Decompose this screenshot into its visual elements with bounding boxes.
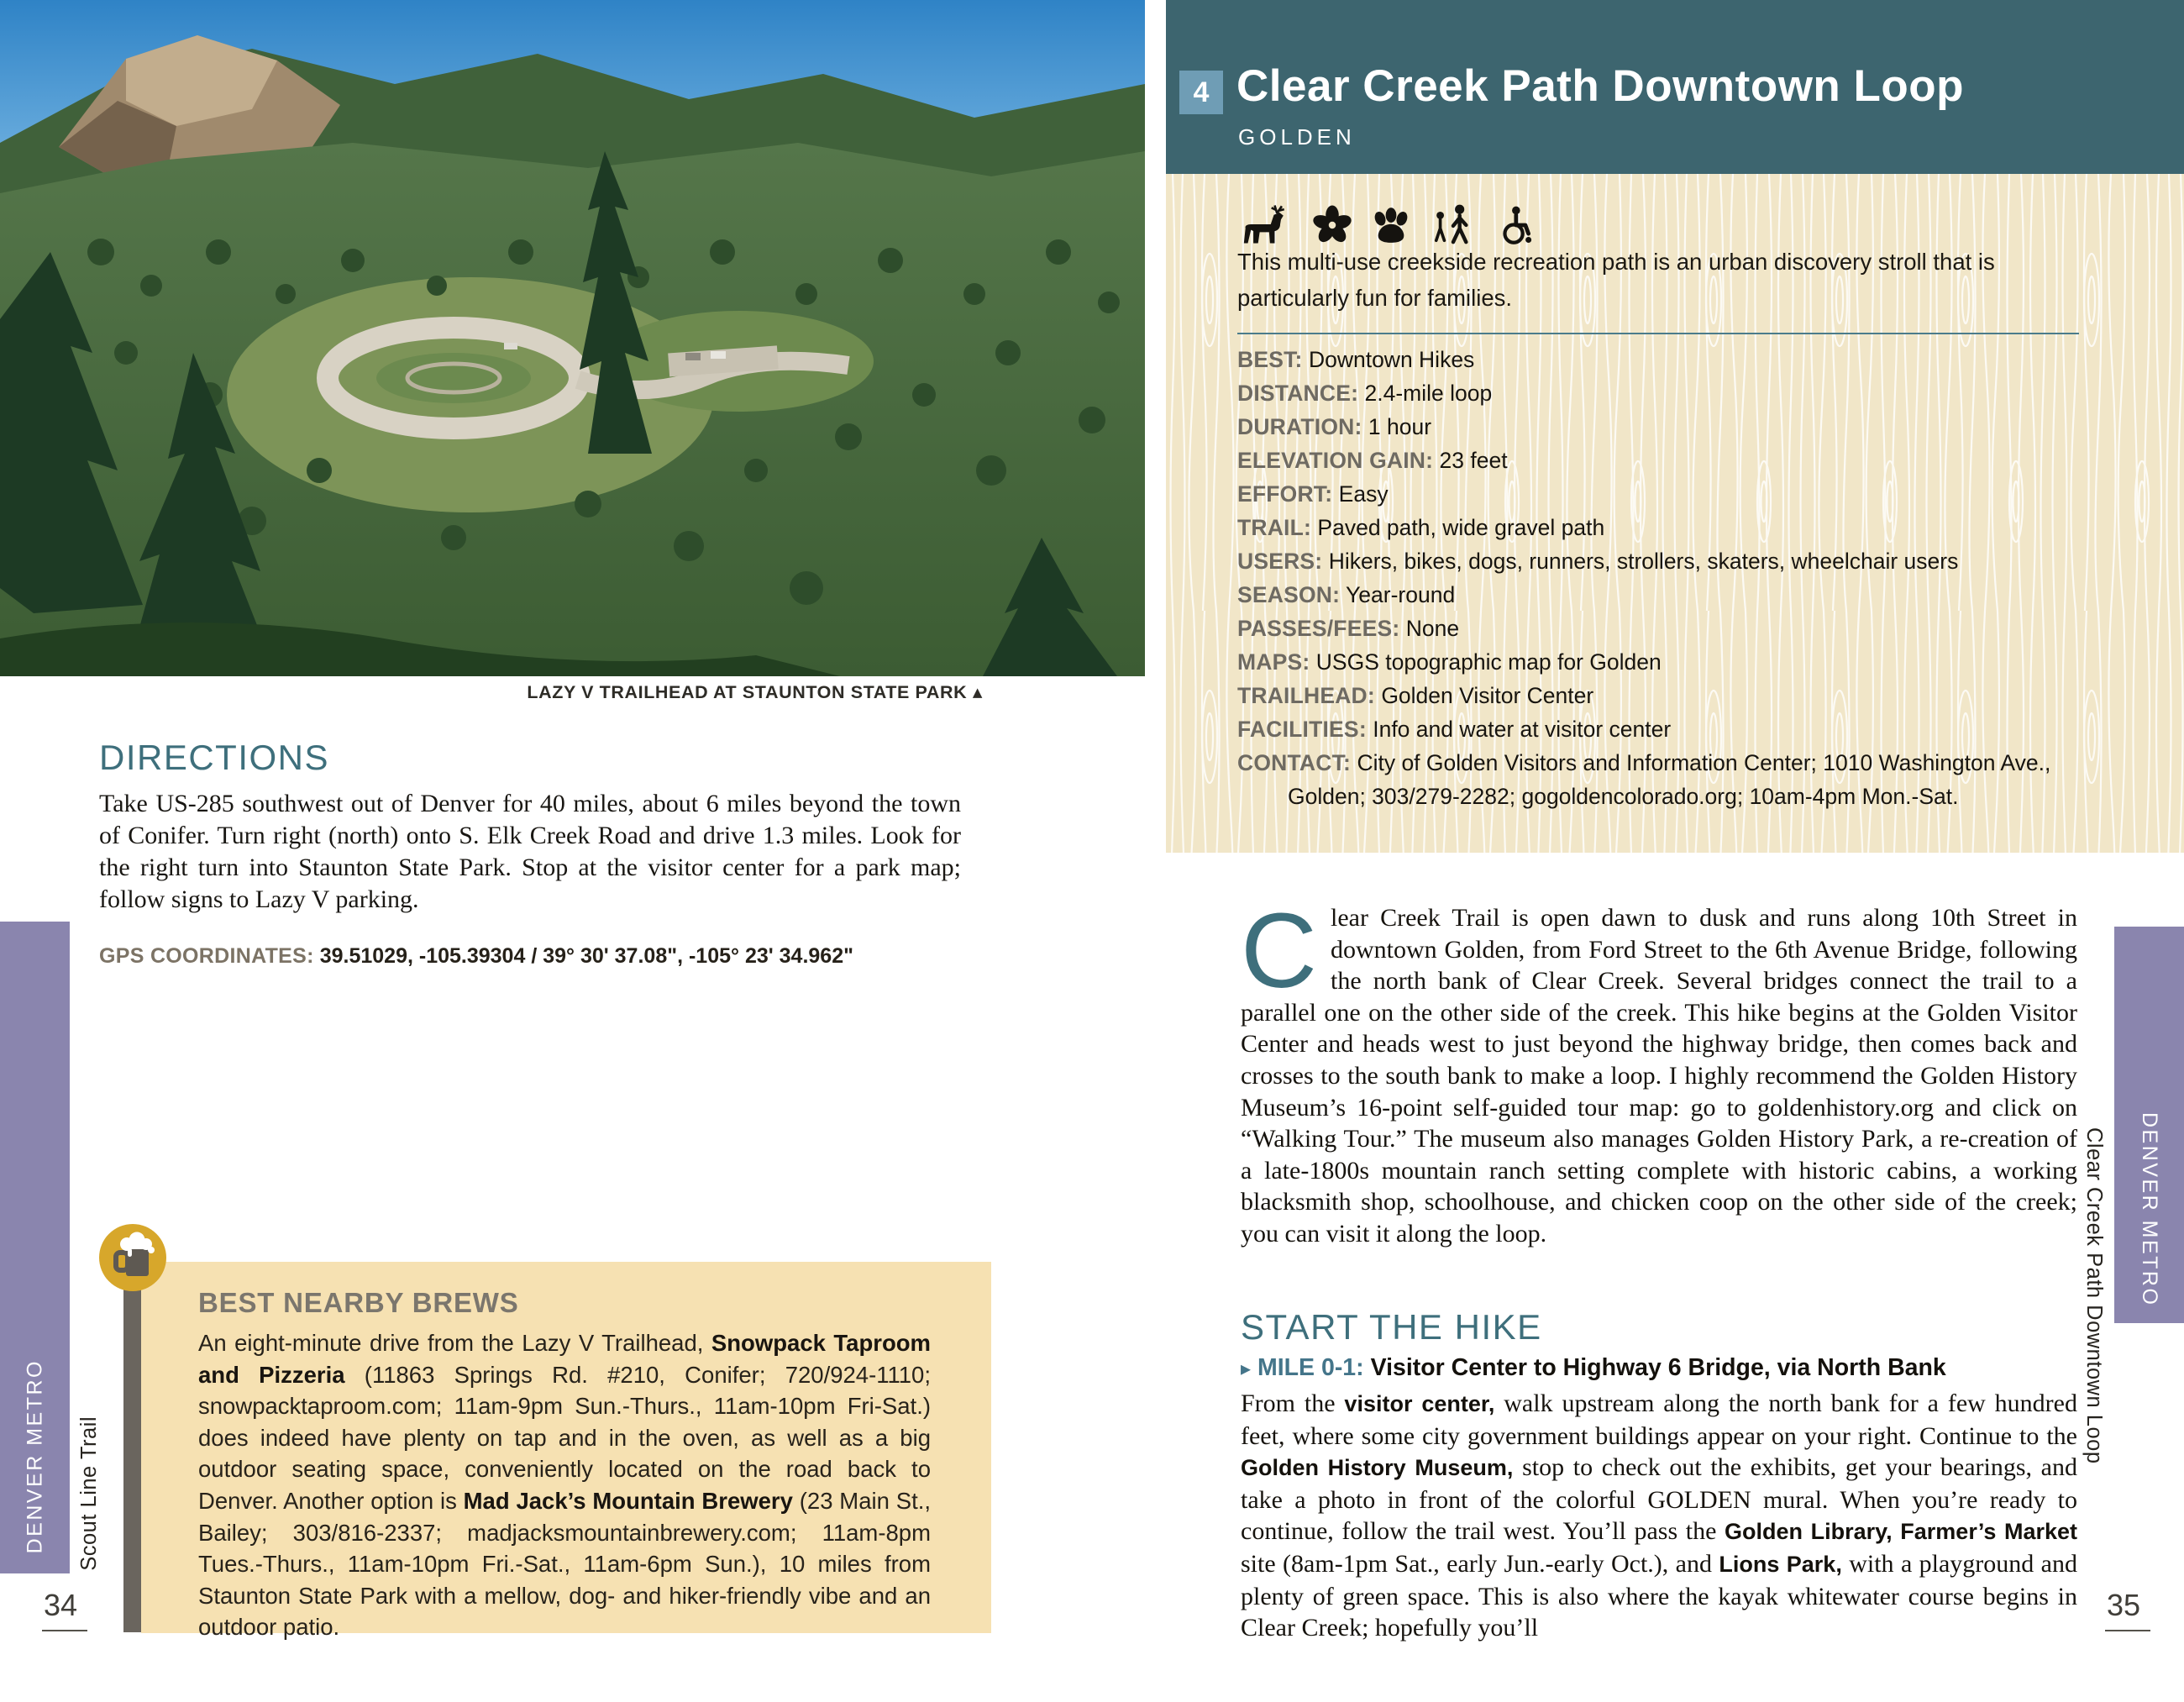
brews-box <box>141 1262 991 1641</box>
summary-divider-rule <box>1237 333 2079 334</box>
start-the-hike-heading: START THE HIKE <box>1241 1307 1542 1347</box>
hike-header <box>1166 0 2184 174</box>
page-number-left: 34 <box>42 1588 87 1631</box>
beer-mug-icon <box>97 1222 168 1293</box>
hike-description <box>1241 891 2077 1250</box>
hike-description-text: lear Creek Trail is open dawn to dusk and runs along 10th Street in downtown Golden, from Ford Street to the 6th Avenue Bridge, following the north bank of Clear Creek. Several bridges connect the trail to a parallel one on the other side of the creek. This hike begins at the Golden Visitor Center and heads west to just beyond the highway bridge, then comes back and crosses to the south bank to make a loop. I highly recommend the Golden History Museum’s 16-point self-guided tour map: go to goldenhistory.org and click on “Walking Tour.” The museum also manages Golden History Park, a re-creation of a late-1800s mountain ranch setting complete with historic cabins, a working blacksmith shop, schoolhouse, and chicken coop on the other side of the creek; you can visit it along the loop. <box>1241 904 2077 1248</box>
page-number-right: 35 <box>2105 1588 2150 1631</box>
deer-icon <box>1242 203 1294 245</box>
paw-icon <box>1371 207 1411 245</box>
wheelchair-icon <box>1494 205 1536 245</box>
stat-row-facilities: FACILITIES: Info and water at visitor center <box>1237 717 1672 742</box>
right-region-label: DENVER METRO <box>2138 1111 2161 1306</box>
hike-title: Clear Creek Path Downtown Loop <box>1236 61 1965 111</box>
stat-row-duration: DURATION: 1 hour <box>1237 414 1432 439</box>
stat-row-trail: TRAIL: Paved path, wide gravel path <box>1237 515 1605 540</box>
right-region-bar <box>2114 927 2184 1323</box>
mile-marker-icon: ▸ <box>1241 1357 1252 1380</box>
caption-triangle-icon: ▲ <box>972 685 983 700</box>
right-trail-label: Clear Creek Path Downtown Loop <box>2082 1127 2106 1464</box>
stat-row-maps: MAPS: USGS topographic map for Golden <box>1237 649 1662 675</box>
stat-row-contact: CONTACT: City of Golden Visitors and Information Center; 1010 Washington Ave., Golden; 303/279-2282; gogoldencolorado.org; 10am-4pm Mon.-Sat. <box>1237 750 2051 809</box>
directions-paragraph: Take US-285 southwest out of Denver for 40 miles, about 6 miles beyond the town of Conifer. Turn right (north) onto S. Elk Creek Road and drive 1.3 miles. Look for the right turn into Staunton State Park. Stop at the visitor center for a park map; follow signs to Lazy V parking. <box>99 790 961 913</box>
drop-cap: C <box>1241 891 1317 1010</box>
hike-summary: This multi-use creekside recreation path is an urban discovery stroll that is particularly fun for families. <box>1237 249 1995 311</box>
stat-row-season: SEASON: Year-round <box>1237 582 1456 607</box>
left-region-label: DENVER METRO <box>23 1358 46 1553</box>
stat-row-trailhead: TRAILHEAD: Golden Visitor Center <box>1237 683 1594 708</box>
photo-caption <box>99 682 983 703</box>
stat-row-passes: PASSES/FEES: None <box>1237 616 1460 641</box>
flower-icon <box>1312 205 1352 245</box>
hike-location: GOLDEN <box>1238 124 1356 150</box>
stat-row-effort: EFFORT: Easy <box>1237 481 1389 507</box>
gps-label: GPS COORDINATES: <box>99 944 314 968</box>
hike-number-badge: 4 <box>1179 71 1223 114</box>
mile-heading <box>1241 1354 2081 1382</box>
mile-paragraph: From the visitor center, walk upstream along the north bank for a few hundred feet, where some city government buildings appear on your right. Continue to the Golden History Museum, stop to check out the exhibits, get your bearings, and take a photo in front of the colorful GOLDEN mural. When you’re ready to continue, follow the trail west. You’ll pass the Golden Library, Farmer’s Market site (8am-1pm Sat., early Jun.-early Oct.), and Lions Park, with a playground and plenty of green space. This is also where the kayak whitewater course begins in Clear Creek; hopefully you’ll <box>1241 1389 2077 1642</box>
stat-row-best: BEST: Downtown Hikes <box>1237 347 1475 372</box>
brews-title: BEST NEARBY BREWS <box>198 1287 519 1318</box>
trailhead-photo <box>0 0 1145 676</box>
mile-range-label: MILE 0-1: <box>1257 1354 1364 1381</box>
directions-heading: DIRECTIONS <box>99 738 330 777</box>
left-trail-label: Scout Line Trail <box>77 1416 101 1571</box>
stat-row-users: USERS: Hikers, bikes, dogs, runners, strollers, skaters, wheelchair users <box>1237 549 1959 574</box>
brews-paragraph: An eight-minute drive from the Lazy V Trailhead, Snowpack Taproom and Pizzeria (11863 Springs Rd. #210, Conifer; 720/924-1110; snowpacktaproom.com; 11am-9pm Sun.-Thurs., 11am-10pm Fri-Sat.) does indeed have plenty on tap and in the oven, as well as a big outdoor seating space, conveniently located on the road back to Denver. Another option is Mad Jack’s Mountain Brewery (23 Main St., Bailey; 303/816-2337; madjacksmountainbrewery.com; 11am-8pm Tues.-Thurs., 11am-10pm Fri.-Sat., 11am-6pm Sun.), 10 miles from Staunton State Park with a mellow, dog- and hiker-friendly vibe and an outdoor patio. <box>198 1330 932 1641</box>
left-region-bar <box>0 922 70 1573</box>
stat-row-distance: DISTANCE: 2.4-mile loop <box>1237 381 1493 406</box>
gps-value: 39.51029, -105.39304 / 39° 30' 37.08", -105° 23' 34.962" <box>319 944 853 968</box>
stat-row-elevation: ELEVATION GAIN: 23 feet <box>1237 448 1508 473</box>
mile-title: Visitor Center to Highway 6 Bridge, via North Bank <box>1363 1354 1946 1381</box>
gps-coordinates <box>99 944 1023 969</box>
hike-feature-icons <box>1242 198 2082 245</box>
family-walking-icon <box>1430 203 1475 245</box>
hike-stats-list <box>1237 343 2081 813</box>
brews-stem-bar <box>123 1260 141 1632</box>
photo-caption-text: LAZY V TRAILHEAD AT STAUNTON STATE PARK <box>527 682 968 702</box>
